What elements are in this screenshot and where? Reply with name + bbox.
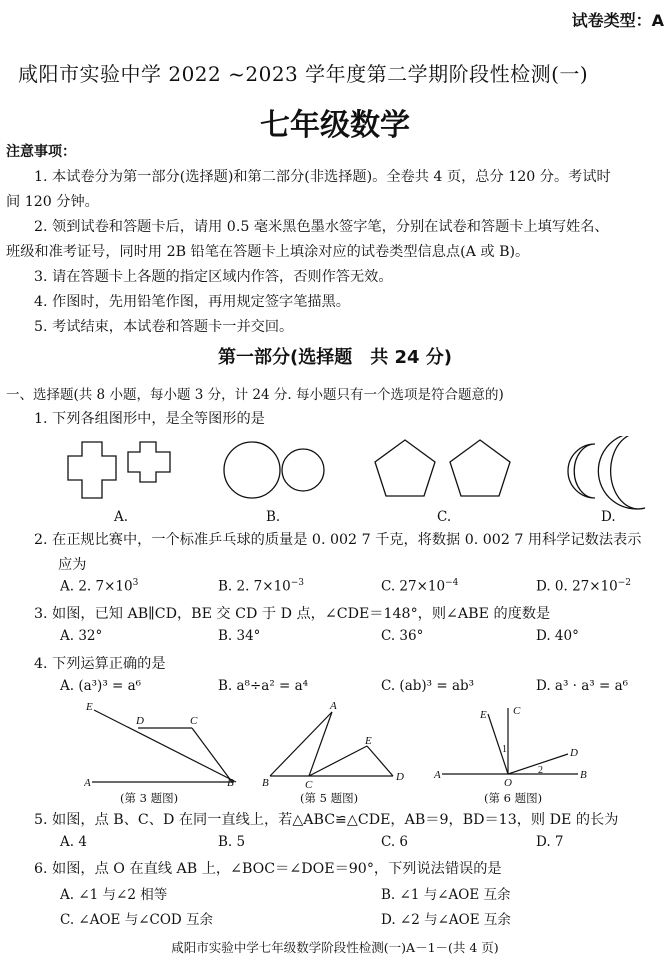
cross-shape-small	[128, 442, 170, 482]
crescent-large	[598, 436, 645, 509]
question-5-option-c: C. 6	[381, 834, 409, 850]
section-intro: 一、选择题(共 8 小题，每小题 3 分，计 24 分. 每小题只有一个选项是符合题意的)	[6, 387, 504, 403]
fig6-point-label: B	[580, 769, 587, 781]
fig5-line-BA	[270, 712, 332, 776]
question-4-stem: 4. 下列运算正确的是	[34, 656, 166, 672]
question-6-option-a: A. ∠1 与∠2 相等	[60, 887, 168, 903]
question-6-option-c: C. ∠AOE 与∠COD 互余	[60, 912, 214, 928]
question-1-label-d: D.	[601, 509, 616, 525]
fig5-point-label: E	[365, 735, 372, 747]
fig5-line-ED	[367, 746, 393, 776]
fig6-point-label: A	[434, 769, 441, 781]
question-1-label-b: B.	[266, 509, 281, 525]
question-1-figures	[60, 436, 660, 526]
question-2-stem-cont: 应为	[58, 557, 87, 573]
question-5-option-d: D. 7	[536, 834, 564, 850]
question-4-option-b: B. a⁸÷a² = a⁴	[218, 678, 309, 694]
question-4-option-c: C. (ab)³ = ab³	[381, 678, 475, 694]
fig3-point-label: B	[227, 777, 234, 789]
question-3-stem: 3. 如图，已知 AB∥CD，BE 交 CD 于 D 点，∠CDE＝148°，则∠ABE 的度数是	[34, 606, 551, 622]
question-2-option-c: C. $27\times 10^{-4}$	[381, 578, 459, 595]
crescent-small	[568, 444, 595, 498]
fig5-point-label: B	[262, 777, 269, 789]
notice-item: 2. 领到试卷和答题卡后，请用 0.5 毫米黑色墨水签字笔，分别在试卷和答题卡上填写姓名、	[34, 219, 609, 235]
fig3-line-CB	[192, 728, 232, 782]
question-2-option-b: B. 2. $7\times 10^{-3}$	[218, 578, 305, 595]
fig3-line-EB	[94, 710, 236, 782]
fig6-point-label: C	[513, 705, 521, 717]
notice-item: 3. 请在答题卡上各题的指定区域内作答，否则作答无效。	[34, 269, 393, 285]
question-5-stem: 5. 如图，点 B、C、D 在同一直线上，若△ABC≌△CDE，AB＝9，BD＝13，则 DE 的长为	[34, 812, 619, 828]
fig6-angle-label: 2	[538, 765, 543, 776]
fig3-point-label: C	[190, 715, 198, 727]
question-6-option-d: D. ∠2 与∠AOE 互余	[381, 912, 511, 928]
question-5-option-b: B. 5	[218, 834, 246, 850]
pentagon-left	[375, 440, 435, 496]
question-3-option-a: A. 32°	[60, 628, 103, 644]
fig6-point-label: D	[570, 747, 578, 759]
fig6-point-label: E	[480, 709, 487, 721]
question-2-option-a: A. 2. $7\times 10^3$	[60, 578, 139, 595]
fig3-point-label: D	[136, 715, 144, 727]
notice-item: 5. 考试结束，本试卷和答题卡一并交回。	[34, 319, 294, 335]
question-3-option-c: C. 36°	[381, 628, 424, 644]
notice-item: 班级和准考证号，同时用 2B 铅笔在答题卡上填涂对应的试卷类型信息点(A 或 B)。	[6, 244, 530, 260]
fig5-point-label: C	[305, 779, 313, 791]
fig5-point-label: D	[396, 771, 404, 783]
question-6-option-b: B. ∠1 与∠AOE 互余	[381, 887, 511, 903]
question-2-option-d: D. 0. $27\times 10^{-2}$	[536, 578, 632, 595]
fig3-caption: (第 3 题图)	[120, 791, 179, 805]
fig6-caption: (第 6 题图)	[484, 791, 543, 805]
page-footer: 咸阳市实验中学七年级数学阶段性检测(一)A－1－(共 4 页)	[171, 940, 499, 955]
question-2-stem: 2. 在正规比赛中，一个标准乒乓球的质量是 0. 002 7 千克，将数据 0. 002 7 用科学记数法表示	[34, 532, 642, 548]
pentagon-right	[450, 440, 510, 496]
fig5-point-label: A	[330, 700, 337, 712]
question-3-option-d: D. 40°	[536, 628, 579, 644]
question-1-label-c: C.	[437, 509, 452, 525]
question-3-option-b: B. 34°	[218, 628, 261, 644]
question-1-label-a: A.	[114, 509, 129, 525]
notice-item: 1. 本试卷分为第一部分(选择题)和第二部分(非选择题)。全卷共 4 页，总分 120 分。考试时	[34, 169, 611, 185]
subject-title: 七年级数学	[260, 108, 410, 143]
question-4-option-d: D. a³ · a³ = a⁶	[536, 678, 629, 694]
notice-item: 间 120 分钟。	[6, 194, 99, 210]
fig3-point-label: A	[84, 777, 91, 789]
question-1-stem: 1. 下列各组图形中，是全等图形的是	[34, 411, 265, 427]
question-4-option-a: A. (a³)³ = a⁶	[60, 678, 142, 694]
exam-type-label: 试卷类型：A	[571, 11, 664, 30]
school-title: 咸阳市实验中学 2022 ~2023 学年度第二学期阶段性检测(一)	[18, 62, 589, 86]
circle-small	[282, 449, 324, 491]
question-5-option-a: A. 4	[60, 834, 87, 850]
fig3-point-label: E	[86, 701, 93, 713]
fig6-point-label: O	[504, 777, 512, 789]
cross-shape-large	[68, 442, 116, 498]
notice-title: 注意事项：	[6, 144, 76, 160]
question-6-stem: 6. 如图，点 O 在直线 AB 上，∠BOC＝∠DOE＝90°，下列说法错误的是	[34, 861, 502, 877]
section-title: 第一部分(选择题 共 24 分)	[217, 347, 453, 368]
fig5-caption: (第 5 题图)	[300, 791, 359, 805]
fig6-angle-label: 1	[502, 744, 507, 755]
circle-large	[224, 442, 280, 498]
geometry-figures	[84, 700, 664, 810]
notice-item: 4. 作图时，先用铅笔作图，再用规定签字笔描黑。	[34, 294, 350, 310]
